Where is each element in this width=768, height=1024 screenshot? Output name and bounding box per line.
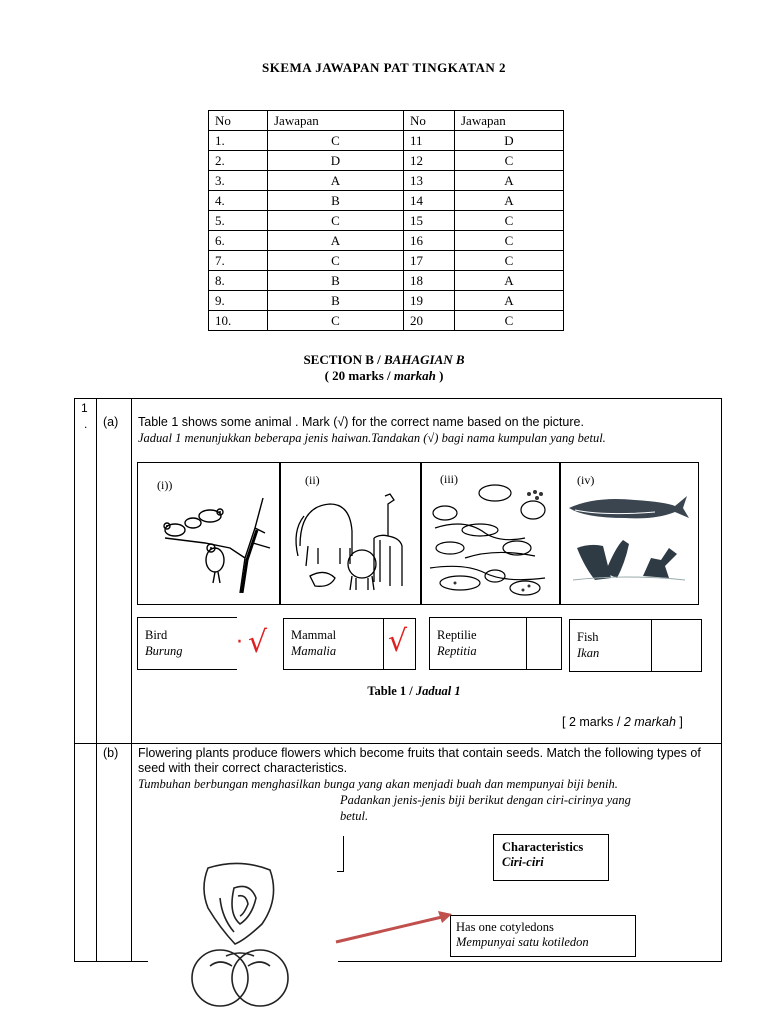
cell-no: 9. (209, 291, 268, 311)
question-number-dot: . (84, 417, 88, 431)
cell-answer: A (268, 171, 404, 191)
cell-no: 6. (209, 231, 268, 251)
cell-answer: A (268, 231, 404, 251)
option-mammal-en: Mammal (291, 628, 337, 642)
table-row (209, 171, 564, 191)
match-arrow-icon (330, 905, 460, 950)
cell-answer-2: A (455, 291, 564, 311)
characteristics-ms: Ciri-ciri (502, 855, 544, 869)
table-row (209, 271, 564, 291)
section-marks-close: ) (435, 368, 444, 383)
cell-answer: C (268, 211, 404, 231)
option-reptilie-checkbox-divider (526, 617, 527, 669)
part-a-instruction-ms: Jadual 1 menunjukkan beberapa jenis haiwan.Tandakan (√) bagi nama kumpulan yang betul. (138, 431, 606, 445)
option-reptilie-en: Reptilie (437, 628, 477, 642)
picture-label-3: (iii) (440, 472, 458, 486)
table-row (209, 191, 564, 211)
cell-no: 7. (209, 251, 268, 271)
characteristics-en: Characteristics (502, 840, 584, 854)
cell-answer-2: C (455, 211, 564, 231)
cell-answer: B (268, 271, 404, 291)
frame-divider-1 (96, 398, 97, 961)
match-box-edge (343, 836, 344, 871)
table-row (209, 211, 564, 231)
frame-row-divider (74, 743, 721, 744)
cell-no: 8. (209, 271, 268, 291)
cell-answer-2: D (455, 131, 564, 151)
part-a-marks (562, 715, 683, 730)
answer-ms: Mempunyai satu kotiledon (456, 935, 589, 949)
cell-answer: C (268, 311, 404, 331)
answer-en: Has one cotyledons (456, 920, 554, 934)
section-title: SECTION B / (303, 352, 384, 367)
cell-answer: B (268, 191, 404, 211)
header-no: No (209, 111, 268, 131)
cell-no-2: 16 (404, 231, 455, 251)
cell-answer-2: A (455, 191, 564, 211)
header-jawapan-2: Jawapan (455, 111, 564, 131)
cell-no-2: 11 (404, 131, 455, 151)
cell-answer: C (268, 251, 404, 271)
table-caption (0, 684, 768, 699)
part-a-instruction: Table 1 shows some animal . Mark (√) for the correct name based on the picture. (138, 415, 584, 429)
part-a-label: (a) (103, 415, 119, 429)
table-row (209, 231, 564, 251)
cell-no-2: 20 (404, 311, 455, 331)
match-box-edge-bottom (337, 871, 344, 872)
reptiles-drawing (425, 478, 555, 600)
cell-answer: B (268, 291, 404, 311)
table-row (209, 311, 564, 331)
frame-divider-2 (131, 398, 132, 961)
check-mark-bird: √ (248, 625, 268, 660)
cell-answer: D (268, 151, 404, 171)
option-fish-ms: Ikan (577, 646, 600, 660)
part-a-marks-open: [ 2 marks / (562, 715, 624, 729)
table-header-row (209, 111, 564, 131)
part-b-label: (b) (103, 746, 119, 760)
birds-drawing (145, 488, 275, 593)
header-no-2: No (404, 111, 455, 131)
check-mark-mammal: √ (388, 624, 408, 659)
cell-no-2: 14 (404, 191, 455, 211)
table-row (209, 291, 564, 311)
part-b-instruction-ms-2: Padankan jenis-jenis biji berikut dengan ciri-cirinya yang (340, 793, 631, 807)
mammals-drawing (290, 486, 415, 594)
check-mark-tick: · (236, 630, 243, 655)
cell-answer-2: C (455, 311, 564, 331)
section-marks: ( 20 marks / (324, 368, 394, 383)
option-mammal-checkbox-divider (383, 618, 384, 669)
option-bird-ms: Burung (145, 644, 183, 658)
picture-label-2: (ii) (305, 473, 320, 487)
cell-no-2: 17 (404, 251, 455, 271)
section-title-italic: BAHAGIAN B (384, 352, 465, 367)
cell-no: 3. (209, 171, 268, 191)
page-title: SKEMA JAWAPAN PAT TINGKATAN 2 (262, 60, 506, 75)
section-heading (0, 352, 768, 384)
table-row (209, 131, 564, 151)
whales-drawing (565, 488, 693, 588)
table-caption-main: Table 1 / (367, 684, 416, 698)
cell-no-2: 15 (404, 211, 455, 231)
part-a-marks-close: ] (675, 715, 683, 729)
picture-label-4: (iv) (577, 473, 595, 487)
question-number: 1 (81, 401, 88, 415)
part-b-instruction: Flowering plants produce flowers which become fruits that contain seeds. Match the following types of seed with their correct characteristics. (138, 746, 701, 775)
cell-no-2: 13 (404, 171, 455, 191)
header-jawapan: Jawapan (268, 111, 404, 131)
seed-drawing (190, 858, 290, 1024)
cell-answer-2: C (455, 231, 564, 251)
cell-no: 4. (209, 191, 268, 211)
cell-no: 1. (209, 131, 268, 151)
cell-no: 5. (209, 211, 268, 231)
cell-answer: C (268, 131, 404, 151)
option-reptilie-ms: Reptitia (437, 644, 477, 658)
part-b-instruction-ms-1: Tumbuhan berbungan menghasilkan bunga yang akan menjadi buah dan mempunyai biji benih. (138, 777, 618, 791)
part-a-marks-italic: 2 markah (623, 715, 676, 729)
table-caption-italic: Jadual 1 (415, 684, 461, 698)
option-fish-checkbox-divider (651, 619, 652, 671)
table-row (209, 251, 564, 271)
picture-label-1: (i)) (157, 478, 173, 492)
cell-no-2: 12 (404, 151, 455, 171)
option-mammal-ms: Mamalia (291, 644, 337, 658)
cell-no: 2. (209, 151, 268, 171)
table-row (209, 151, 564, 171)
option-bird-en: Bird (145, 628, 168, 642)
section-marks-italic: markah (393, 368, 436, 383)
answer-table (208, 110, 564, 331)
cell-answer-2: A (455, 171, 564, 191)
option-fish-en: Fish (577, 630, 599, 644)
part-b-instruction-ms-3: betul. (340, 809, 369, 823)
cell-answer-2: A (455, 271, 564, 291)
cell-no-2: 19 (404, 291, 455, 311)
cell-answer-2: C (455, 251, 564, 271)
cell-no-2: 18 (404, 271, 455, 291)
cell-answer-2: C (455, 151, 564, 171)
cell-no: 10. (209, 311, 268, 331)
